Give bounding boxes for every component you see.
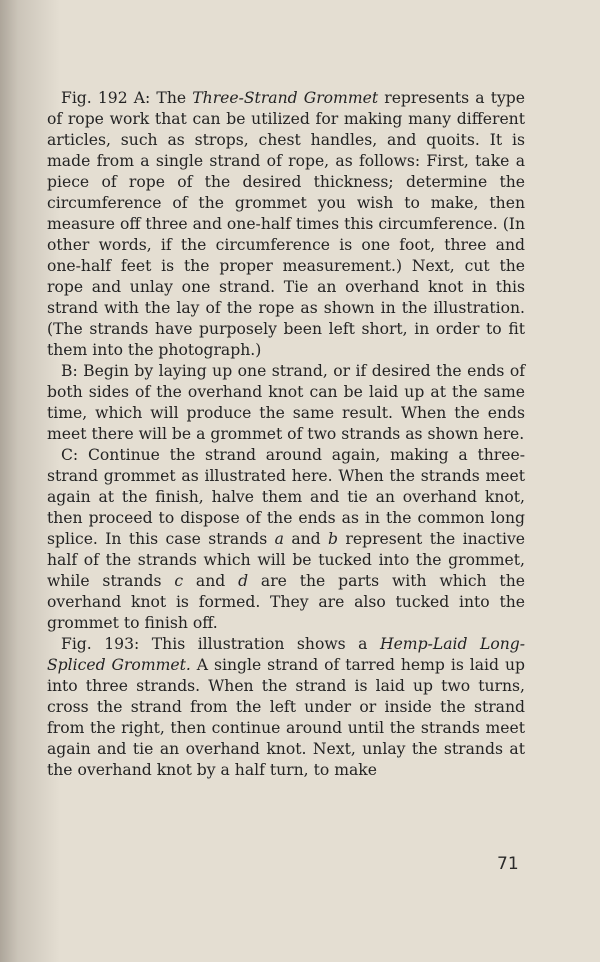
paragraph-b — [47, 361, 525, 445]
italic-text: d — [238, 572, 249, 590]
text-run: represents a type of rope work that can be utilized for making many different articles, such as strops, chest handles, and quoits. It is made from a single strand of rope, as follows: First, take a piece of rope of the desired thickness; determine the circumference of the grommet you wish to make, then measure off three and one-half times this circumference. (In other words, if the circumference is one foot, three and one-half feet is the proper measurement.) Next, cut the rope and unlay one strand. Tie an overhand knot in this strand with the lay of the rope as shown in the illustration. (The strands have purposely been left short, in order to fit them into the photograph.) — [47, 89, 525, 359]
italic-text: Hemp-Laid Long-Spliced Grommet. — [47, 635, 526, 674]
text-run: Fig. 193: This illustration shows a — [61, 635, 380, 653]
text-run: Fig. 192 A: The — [61, 89, 193, 107]
text-run: C: Continue the strand around again, making a three-strand grommet as illustrated here. When the strands meet again at the finish, halve them and tie an overhand knot, then proceed to dispose of the ends as in the common long splice. In this case strands — [47, 446, 525, 548]
page-number: 71 — [497, 854, 519, 874]
text-run: and — [183, 572, 239, 590]
body-text — [47, 88, 525, 781]
text-run: and — [283, 530, 329, 548]
italic-text: b — [328, 530, 339, 548]
paragraph-fig-192-a — [47, 88, 525, 361]
italic-text: a — [274, 530, 284, 548]
paragraph-c — [47, 445, 525, 634]
text-run: B: Begin by laying up one strand, or if desired the ends of both sides of the overhand knot can be laid up at the same time, which will produce the same result. When the ends meet there will be a grommet of two strands as shown here. — [47, 362, 525, 443]
text-run: A single strand of tarred hemp is laid up into three strands. When the strand is laid up two turns, cross the strand from the left under or inside the strand from the right, then continue around until the strands meet again and tie an overhand knot. Next, unlay the strands at the overhand knot by a half turn, to make — [47, 656, 525, 779]
italic-text: Three-Strand Grommet — [192, 89, 379, 107]
paragraph-fig-193 — [47, 634, 525, 781]
text-run: are the parts with which the overhand knot is formed. They are also tucked into the grommet to finish off. — [47, 572, 525, 632]
text-run: represent the inactive half of the strands which will be tucked into the grommet, while strands — [47, 530, 525, 590]
italic-text: c — [174, 572, 184, 590]
